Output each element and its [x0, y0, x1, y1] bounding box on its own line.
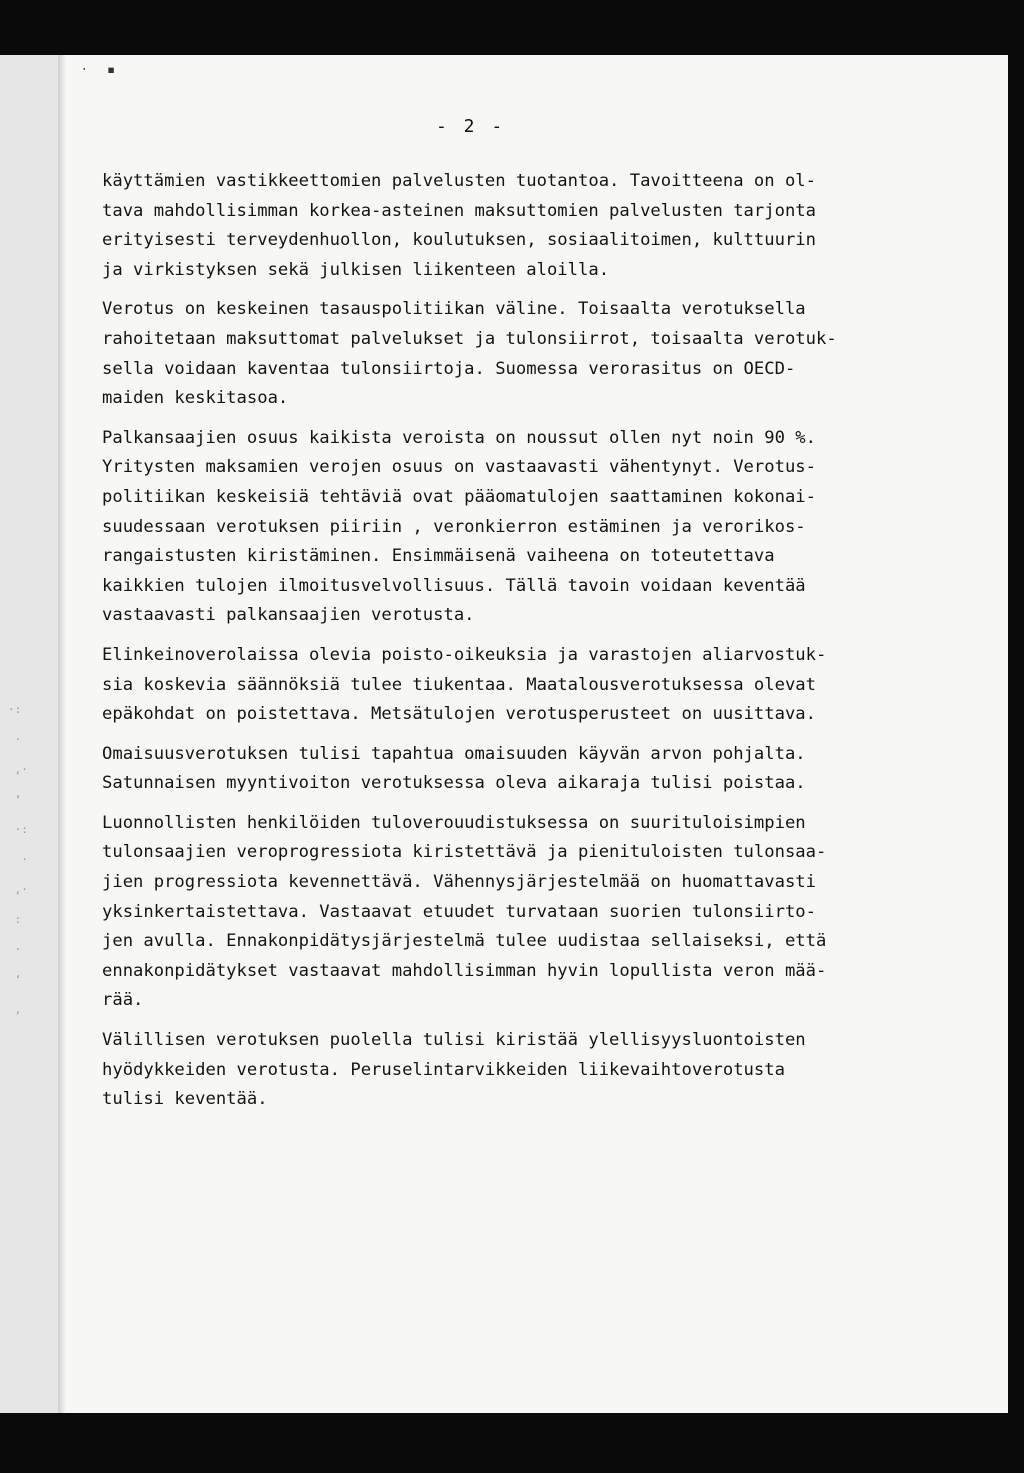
text-line: Yritysten maksamien verojen osuus on vastaavasti vähentynyt. Verotus-	[102, 457, 816, 478]
text-line: jen avulla. Ennakonpidätysjärjestelmä tulee uudistaa sellaiseksi, että	[102, 931, 827, 952]
text-line: rää.	[102, 990, 144, 1011]
paragraph	[102, 424, 902, 631]
text-line: Omaisuusverotuksen tulisi tapahtua omaisuuden käyvän arvon pohjalta.	[102, 743, 806, 764]
text-line: jien progressiota kevennettävä. Vähennysjärjestelmää on huomattavasti	[102, 872, 816, 893]
page-number: - 2 -	[436, 116, 506, 137]
paragraph	[102, 740, 902, 799]
paragraph	[102, 295, 902, 413]
paragraph	[102, 809, 902, 1016]
text-line: rahoitetaan maksuttomat palvelukset ja tulonsiirrot, toisaalta verotuk-	[102, 328, 837, 349]
text-line: ja virkistyksen sekä julkisen liikenteen aloilla.	[102, 259, 610, 280]
scan-right-border	[1008, 0, 1024, 1473]
bleed-through-marks: ·: · ,· ‘ ·: · ,· : · ‘ ,	[8, 703, 28, 1016]
text-line: tulisi keventää.	[102, 1089, 268, 1110]
text-line: rangaistusten kiristäminen. Ensimmäisenä vaiheena on toteutettava	[102, 546, 775, 567]
text-line: Verotus on keskeinen tasauspolitiikan väline. Toisaalta verotuksella	[102, 299, 806, 320]
text-line: sella voidaan kaventaa tulonsiirtoja. Suomessa verorasitus on OECD-	[102, 358, 796, 379]
text-line: Luonnollisten henkilöiden tuloverouudistuksessa on suurituloisimpien	[102, 812, 806, 833]
text-line: hyödykkeiden verotusta. Peruselintarvikkeiden liikevaihtoverotusta	[102, 1059, 785, 1080]
text-line: Elinkeinoverolaissa olevia poisto-oikeuksia ja varastojen aliarvostuk-	[102, 644, 827, 665]
text-line: politiikan keskeisiä tehtäviä ovat pääomatulojen saattaminen kokonai-	[102, 486, 816, 507]
text-line: suudessaan verotuksen piiriin , veronkierron estäminen ja verorikos-	[102, 516, 806, 537]
text-line: sia koskevia säännöksiä tulee tiukentaa. Maatalousverotuksessa olevat	[102, 674, 816, 695]
text-line: maiden keskitasoa.	[102, 388, 289, 409]
text-line: vastaavasti palkansaajien verotusta.	[102, 605, 475, 626]
scan-bottom-border	[0, 1413, 1024, 1473]
paragraph	[102, 1026, 902, 1115]
text-line: Välillisen verotuksen puolella tulisi kiristää ylellisyysluontoisten	[102, 1030, 806, 1051]
document-body	[102, 167, 902, 1125]
text-line: kaikkien tulojen ilmoitusvelvollisuus. Tällä tavoin voidaan keventää	[102, 575, 806, 596]
adjacent-page-edge	[0, 55, 58, 1413]
text-line: ennakonpidätykset vastaavat mahdollisimman hyvin lopullista veron mää-	[102, 960, 827, 981]
text-line: tava mahdollisimman korkea-asteinen maksuttomien palvelusten tarjonta	[102, 200, 816, 221]
text-line: Satunnaisen myyntivoiton verotuksessa oleva aikaraja tulisi poistaa.	[102, 773, 806, 794]
text-line: epäkohdat on poistettava. Metsätulojen verotusperusteet on uusittava.	[102, 704, 816, 725]
text-line: Palkansaajien osuus kaikista veroista on noussut ollen nyt noin 90 %.	[102, 427, 816, 448]
paragraph	[102, 167, 902, 285]
text-line: erityisesti terveydenhuollon, koulutuksen, sosiaalitoimen, kulttuurin	[102, 230, 816, 251]
page-edge-shadow	[58, 55, 66, 1413]
text-line: käyttämien vastikkeettomien palvelusten tuotantoa. Tavoitteena on ol-	[102, 171, 816, 191]
corner-marks: ‧ ▪	[82, 62, 122, 78]
scan-top-border	[0, 0, 1024, 55]
paragraph	[102, 641, 902, 730]
text-line: yksinkertaistettava. Vastaavat etuudet turvataan suorien tulonsiirto-	[102, 901, 816, 922]
text-line: tulonsaajien veroprogressiota kiristettävä ja pienituloisten tulonsaa-	[102, 842, 827, 863]
